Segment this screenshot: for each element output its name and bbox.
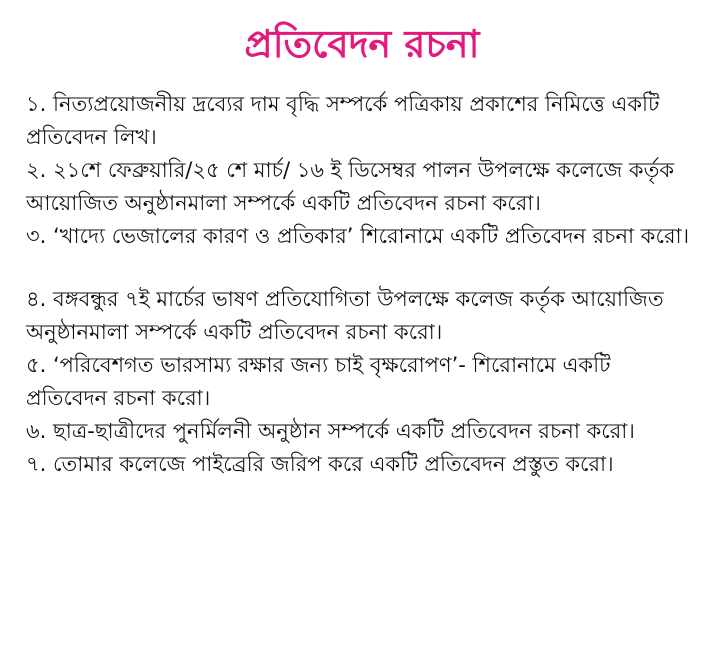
list-item: ৩. ‘খাদ্যে ভেজালের কারণ ও প্রতিকার’ শিরোনামে একটি প্রতিবেদন রচনা করো। xyxy=(26,224,690,248)
list-item: ২. ২১শে ফেব্রুয়ারি/২৫ শে মার্চ/ ১৬ ই ডিসেম্বর পালন উপলক্ষে কলেজে কর্তৃক আয়োজিত অনুষ্ঠানমালা সম্পর্কে একটি প্রতিবেদন রচনা করো। xyxy=(26,158,675,215)
paragraph-gap xyxy=(26,253,698,283)
list-item: ১. নিত্যপ্রয়োজনীয় দ্রব্যের দাম বৃদ্ধি সম্পর্কে পত্রিকায় প্রকাশের নিমিত্তে একটি প্রতিবেদন লিখ। xyxy=(26,92,660,149)
list-item: ৫. ‘পরিবেশগত ভারসাম্য রক্ষার জন্য চাই বৃক্ষরোপণ’- শিরোনামে একটি প্রতিবেদন রচনা করো। xyxy=(26,353,611,410)
list-item: ৭. তোমার কলেজে পাইব্রেরি জরিপ করে একটি প্রতিবেদন প্রস্তুত করো। xyxy=(26,452,614,476)
question-list xyxy=(26,88,698,481)
list-item: ৪. বঙ্গবন্ধুর ৭ই মার্চের ভাষণ প্রতিযোগিতা উপলক্ষে কলেজ কর্তৃক আয়োজিত অনুষ্ঠানমালা সম্পর্কে একটি প্রতিবেদন রচনা করো। xyxy=(26,287,664,344)
page-title: প্রতিবেদন রচনা xyxy=(244,22,480,66)
list-item: ৬. ছাত্র-ছাত্রীদের পুনর্মিলনী অনুষ্ঠান সম্পর্কে একটি প্রতিবেদন রচনা করো। xyxy=(26,419,635,443)
